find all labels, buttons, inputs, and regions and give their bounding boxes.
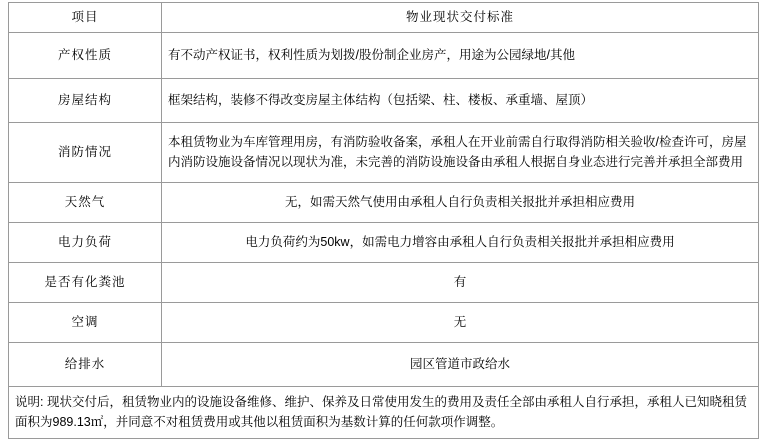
table-row	[9, 79, 759, 123]
row-value-septic-tank: 有	[162, 263, 759, 303]
table-row	[9, 223, 759, 263]
row-label-air-conditioning: 空调	[9, 303, 162, 343]
table-header-row	[9, 3, 759, 33]
table-row	[9, 303, 759, 343]
note-text: 说明: 现状交付后，租赁物业内的设施设备维修、维护、保养及日常使用发生的费用及责任全部由承租人自行承担，承租人已知晓租赁面积为989.13㎡，并同意不对租赁费用或其他以租赁面积为基数计算的任何款项作调整。	[9, 387, 759, 439]
row-label-water-supply-drainage: 给排水	[9, 343, 162, 387]
row-value-power-load: 电力负荷约为50kw，如需电力增容由承租人自行负责相关报批并承担相应费用	[162, 223, 759, 263]
table-row	[9, 343, 759, 387]
header-cell-item: 项目	[9, 3, 162, 33]
row-label-septic-tank: 是否有化粪池	[9, 263, 162, 303]
table-row	[9, 263, 759, 303]
row-label-fire-protection: 消防情况	[9, 123, 162, 183]
table-row	[9, 123, 759, 183]
table-row	[9, 183, 759, 223]
table-row	[9, 33, 759, 79]
row-label-building-structure: 房屋结构	[9, 79, 162, 123]
row-value-property-right: 有不动产权证书，权利性质为划拨/股份制企业房产，用途为公园绿地/其他	[162, 33, 759, 79]
row-value-air-conditioning: 无	[162, 303, 759, 343]
row-value-natural-gas: 无，如需天然气使用由承租人自行负责相关报批并承担相应费用	[162, 183, 759, 223]
row-label-property-right: 产权性质	[9, 33, 162, 79]
row-value-building-structure: 框架结构，装修不得改变房屋主体结构（包括梁、柱、楼板、承重墙、屋顶）	[162, 79, 759, 123]
row-value-fire-protection: 本租赁物业为车库管理用房，有消防验收备案，承租人在开业前需自行取得消防相关验收/检查许可，房屋内消防设施设备情况以现状为准，未完善的消防设施设备由承租人根据自身业态进行完善并承担全部费用	[162, 123, 759, 183]
row-label-natural-gas: 天然气	[9, 183, 162, 223]
header-cell-standard: 物业现状交付标准	[162, 3, 759, 33]
row-value-water-supply-drainage: 园区管道市政给水	[162, 343, 759, 387]
delivery-standard-table	[8, 2, 759, 439]
row-label-power-load: 电力负荷	[9, 223, 162, 263]
